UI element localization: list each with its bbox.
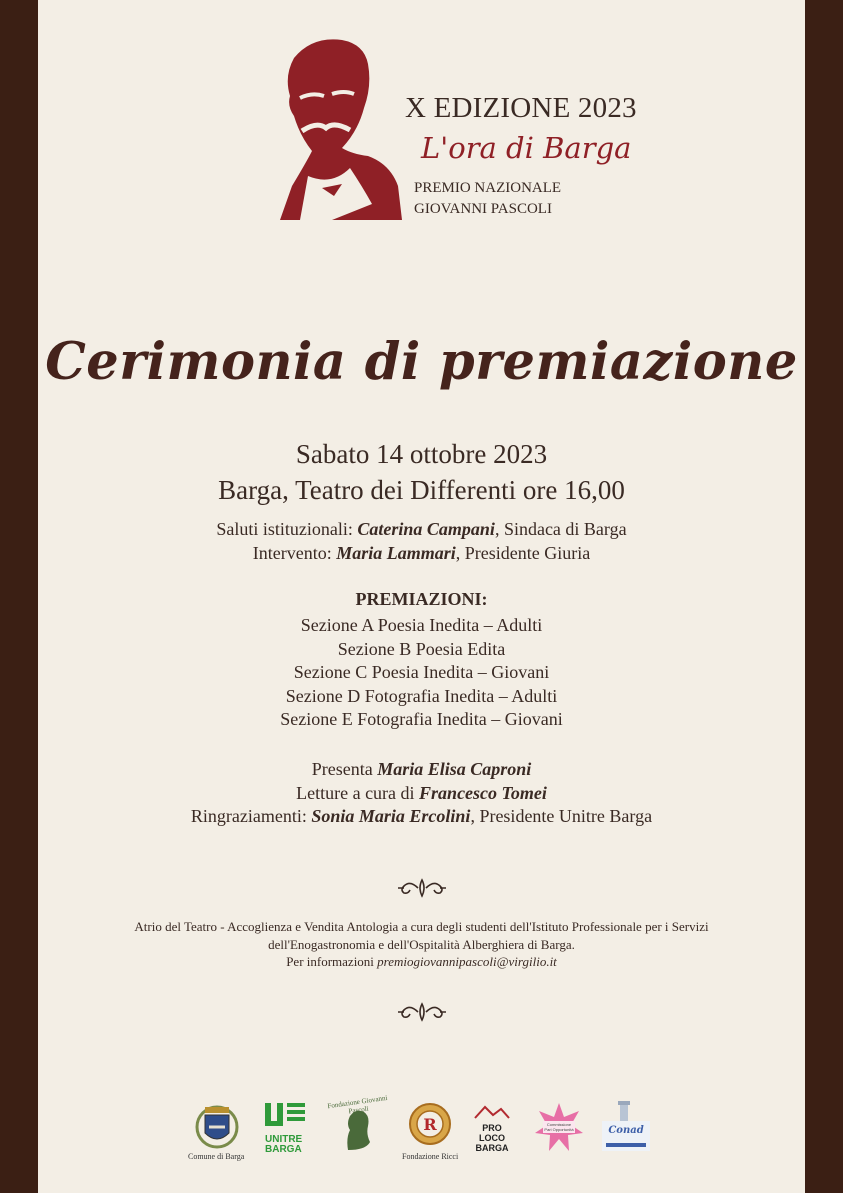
credit-line: Presenta Maria Elisa Caproni xyxy=(311,759,532,779)
edition-label: X EDIZIONE 2023 xyxy=(405,92,637,124)
premio-line-1: PREMIO NAZIONALE xyxy=(414,180,562,196)
info-line-1: Atrio del Teatro - Accoglienza e Vendita Antologia a cura degli studenti dell'Istituto Professionale per i Servizi xyxy=(134,919,709,934)
proloco-roof-icon xyxy=(473,1105,511,1119)
awards-heading: PREMIAZIONI: xyxy=(355,589,488,609)
event-block xyxy=(0,436,843,508)
proloco-line-1: PRO xyxy=(482,1123,502,1133)
fondazione-pascoli-logo xyxy=(326,1093,390,1156)
proloco-line-3: BARGA xyxy=(475,1143,509,1153)
event-date: Sabato 14 ottobre 2023 xyxy=(295,439,548,469)
unitre-line-2: BARGA xyxy=(265,1144,302,1155)
event-place: Barga, Teatro dei Differenti ore 16,00 xyxy=(218,475,625,505)
awards-sections xyxy=(0,614,843,732)
commissione-pari-opportunita-logo xyxy=(533,1101,585,1153)
svg-text:R: R xyxy=(423,1115,437,1134)
ornament-divider-icon xyxy=(396,876,448,900)
credit-line: Ringraziamenti: Sonia Maria Ercolini, Presidente Unitre Barga xyxy=(190,806,653,826)
info-block xyxy=(0,918,843,971)
greeting-line: Intervento: Maria Lammari, Presidente Giuria xyxy=(252,542,591,563)
award-section: Sezione E Fotografia Inedita – Giovani xyxy=(280,709,563,730)
proloco-line-2: LOCO xyxy=(479,1133,505,1143)
info-line-3: Per informazioni premiogiovannipascoli@virgilio.it xyxy=(286,954,557,969)
unitre-line-1: UNITRE xyxy=(265,1134,303,1145)
fondazione-ricci-caption: Fondazione Ricci xyxy=(402,1152,459,1161)
premio-label xyxy=(414,178,561,220)
greetings-block xyxy=(0,518,843,565)
pascoli-portrait-logo xyxy=(272,36,404,220)
credits-block xyxy=(0,758,843,829)
award-section: Sezione B Poesia Edita xyxy=(337,638,506,659)
brand-title: L'ora di Barga xyxy=(421,131,632,165)
info-line-2: dell'Enogastronomia e dell'Ospitalità Alberghiera di Barga. xyxy=(268,936,575,952)
award-section: Sezione A Poesia Inedita – Adulti xyxy=(300,615,543,635)
conad-logo xyxy=(600,1101,652,1153)
comune-barga-caption: Comune di Barga xyxy=(188,1152,245,1161)
credit-line: Letture a cura di Francesco Tomei xyxy=(296,782,547,803)
award-section: Sezione C Poesia Inedita – Giovani xyxy=(293,662,550,683)
award-section: Sezione D Fotografia Inedita – Adulti xyxy=(285,685,558,706)
contact-email[interactable]: premiogiovannipascoli@virgilio.it xyxy=(377,954,557,969)
unitre-barga-logo xyxy=(263,1103,309,1153)
unitre-mark-icon xyxy=(263,1103,309,1129)
conad-text: Conad xyxy=(608,1125,644,1136)
fondazione-ricci-logo-icon xyxy=(408,1102,452,1146)
comune-barga-crest-icon xyxy=(194,1101,240,1151)
greeting-line: Saluti istituzionali: Caterina Campani, Sindaca di Barga xyxy=(216,519,627,539)
proloco-barga-logo xyxy=(473,1104,511,1153)
ornament-divider-icon xyxy=(396,1000,448,1024)
commissione-text: Commissione Pari Opportunità xyxy=(544,1123,574,1132)
ceremony-title: Cerimonia di premiazione xyxy=(45,332,798,392)
premio-line-2: GIOVANNI PASCOLI xyxy=(414,201,552,217)
fondazione-pascoli-text: Fondazione Giovanni Pascoli xyxy=(326,1093,388,1116)
